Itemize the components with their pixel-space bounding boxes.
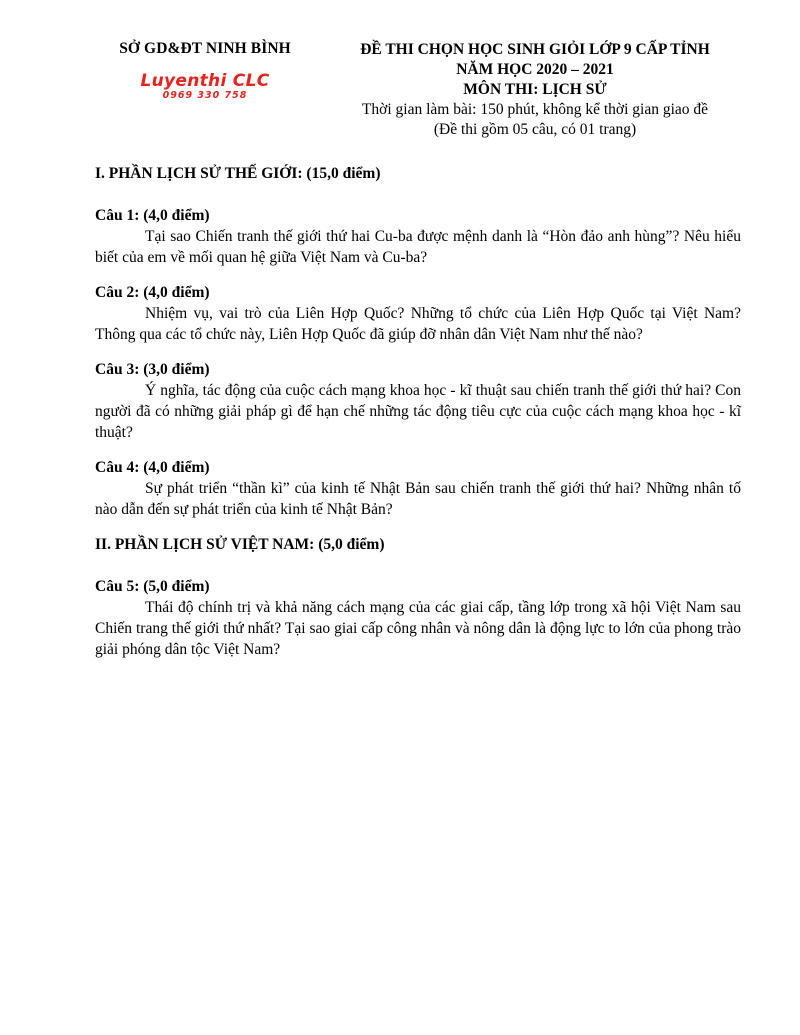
structure-note: (Đề thi gồm 05 câu, có 01 trang) xyxy=(433,121,637,138)
question-5-title: Câu 5: (5,0 điểm) xyxy=(95,578,210,595)
brand-phone: 0969 330 758 xyxy=(162,90,248,101)
time-note: Thời gian làm bài: 150 phút, không kể thời gian giao đề xyxy=(361,101,709,118)
question-4-title: Câu 4: (4,0 điểm) xyxy=(95,459,210,476)
question-2-title: Câu 2: (4,0 điểm) xyxy=(95,284,210,301)
school-year: NĂM HỌC 2020 – 2021 xyxy=(456,61,614,78)
question-3-body: Ý nghĩa, tác động của cuộc cách mạng khoa học - kĩ thuật sau chiến tranh thế giới thứ hai? Con người đã có những giải pháp gì để hạn chế những tác động tiêu cực của cuộc cách mạng khoa học - kĩ thuật? xyxy=(95,382,741,441)
right-header xyxy=(330,40,740,140)
exam-title: ĐỀ THI CHỌN HỌC SINH GIỎI LỚP 9 CẤP TỈNH xyxy=(360,41,710,58)
department-name: SỞ GD&ĐT NINH BÌNH xyxy=(119,40,291,57)
left-header xyxy=(95,40,315,101)
question-4-body: Sự phát triển “thần kì” của kinh tế Nhật Bản sau chiến tranh thế giới thứ hai? Những nhân tố nào dẫn đến sự phát triển của kinh tế Nhật Bản? xyxy=(95,480,741,518)
question-3-title: Câu 3: (3,0 điểm) xyxy=(95,361,210,378)
exam-content xyxy=(95,163,741,660)
brand-name: Luyenthi CLC xyxy=(140,71,270,91)
question-5-body: Thái độ chính trị và khả năng cách mạng của các giai cấp, tầng lớp trong xã hội Việt Nam sau Chiến trang thế giới thứ nhất? Tại sao giai cấp công nhân và nông dân là động lực to lớn của phong trào giải phóng dân tộc Việt Nam? xyxy=(95,599,741,658)
brand-logo xyxy=(95,72,315,101)
section-title-vietnam-history: II. PHẦN LỊCH SỬ VIỆT NAM: (5,0 điểm) xyxy=(95,536,385,553)
question-2-body: Nhiệm vụ, vai trò của Liên Hợp Quốc? Những tổ chức của Liên Hợp Quốc tại Việt Nam? Thông qua các tổ chức này, Liên Hợp Quốc đã giúp đỡ nhân dân Việt Nam như thế nào? xyxy=(95,305,741,343)
exam-subject: MÔN THI: LỊCH SỬ xyxy=(463,81,607,98)
section-title-world-history: I. PHẦN LỊCH SỬ THẾ GIỚI: (15,0 điểm) xyxy=(95,165,381,182)
question-1-title: Câu 1: (4,0 điểm) xyxy=(95,207,210,224)
question-1-body: Tại sao Chiến tranh thế giới thứ hai Cu-ba được mệnh danh là “Hòn đảo anh hùng”? Nêu hiểu biết của em về mối quan hệ giữa Việt Nam và Cu-ba? xyxy=(95,228,741,266)
